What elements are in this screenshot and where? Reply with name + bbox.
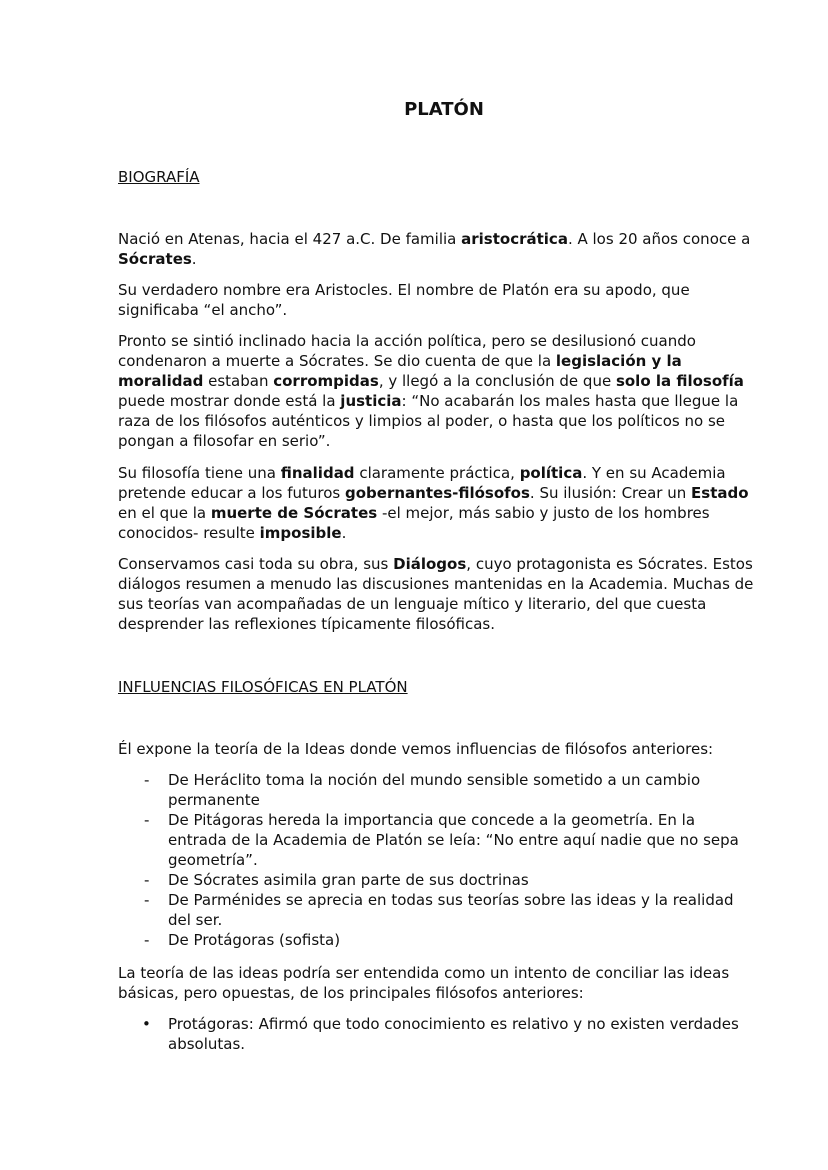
- bold-term: justicia: [340, 392, 402, 410]
- text-run: Nació en Atenas, hacia el 427 a.C. De familia: [118, 230, 462, 248]
- text-run: .: [341, 524, 347, 542]
- bold-term: legislación y la moralidad: [118, 352, 682, 390]
- biografia-paragraph-1: [118, 229, 758, 269]
- section-heading-biografia: BIOGRAFÍA: [118, 168, 200, 186]
- bullet-marker: •: [142, 1015, 151, 1033]
- influencias-intro: Él expone la teoría de la Ideas donde vemos influencias de filósofos anteriores:: [118, 740, 714, 758]
- text-run: , cuyo protagonista es Sócrates. Estos diálogos resumen a menudo las discusiones mantenidas en la Academia. Muchas de sus teorías van acompañadas de un lenguaje mítico y literario, del que cuesta desprender las reflexiones típicamente filosóficas.: [118, 555, 754, 633]
- biografia-paragraph-2: Su verdadero nombre era Aristocles. El nombre de Platón era su apodo, que significaba “el ancho”.: [118, 281, 690, 319]
- document-title: PLATÓN: [404, 99, 484, 120]
- dash-marker: -: [144, 811, 150, 829]
- text-run: en el que la: [118, 504, 211, 522]
- dash-marker: -: [144, 931, 150, 949]
- philosophers-bullet-list: [118, 1014, 758, 1054]
- influencias-summary: La teoría de las ideas podría ser entendida como un intento de conciliar las ideas básicas, pero opuestas, de los principales filósofos anteriores:: [118, 964, 730, 1002]
- list-item: [118, 1014, 758, 1054]
- text-run: Su filosofía tiene una: [118, 464, 281, 482]
- list-item-text: Protágoras: Afirmó que todo conocimiento es relativo y no existen verdades absolutas.: [168, 1015, 739, 1053]
- list-item: [118, 890, 758, 930]
- bold-term: Diálogos: [393, 555, 467, 573]
- bold-term: muerte de Sócrates: [210, 504, 378, 522]
- text-run: claramente práctica,: [354, 464, 520, 482]
- list-item-text: De Sócrates asimila gran parte de sus doctrinas: [168, 871, 529, 889]
- influences-list: [118, 770, 758, 950]
- text-run: -el mejor, más sabio y justo de los hombres conocidos- resulte: [118, 504, 710, 542]
- text-run: . Y en su Academia pretende educar a los futuros: [118, 464, 726, 502]
- text-run: , y llegó a la conclusión de que: [378, 372, 616, 390]
- bold-term: solo la filosofía: [615, 372, 744, 390]
- list-item: [118, 870, 758, 890]
- text-run: Conservamos casi toda su obra, sus: [118, 555, 394, 573]
- text-run: Pronto se sintió inclinado hacia la acción política, pero se desilusionó cuando condenaron a muerte a Sócrates. Se dio cuenta de que la: [118, 332, 696, 370]
- list-item: [118, 770, 758, 810]
- biografia-paragraph-4: [118, 463, 758, 543]
- list-item: [118, 930, 758, 950]
- dash-marker: -: [144, 891, 150, 909]
- bold-term: Estado: [691, 484, 749, 502]
- list-item-text: De Parménides se aprecia en todas sus teorías sobre las ideas y la realidad del ser.: [168, 891, 734, 929]
- biografia-paragraph-3: [118, 331, 758, 451]
- text-run: . A los 20 años conoce a: [567, 230, 751, 248]
- bold-term: Sócrates: [118, 250, 192, 268]
- list-item-text: De Heráclito toma la noción del mundo sensible sometido a un cambio permanente: [168, 771, 701, 809]
- bold-term: corrompidas: [273, 372, 379, 390]
- bold-term: aristocrática: [461, 230, 568, 248]
- dash-marker: -: [144, 771, 150, 789]
- bold-term: finalidad: [280, 464, 355, 482]
- text-run: . Su ilusión: Crear un: [529, 484, 692, 502]
- bold-term: gobernantes-filósofos: [345, 484, 530, 502]
- text-run: : “No acabarán los males hasta que llegue la raza de los filósofos auténticos y limpios al poder, o hasta que los políticos no se pongan a filosofar en serio”.: [118, 392, 739, 450]
- section-heading-influencias: INFLUENCIAS FILOSÓFICAS EN PLATÓN: [118, 678, 408, 696]
- dash-marker: -: [144, 871, 150, 889]
- biografia-paragraph-5: [118, 554, 758, 634]
- text-run: puede mostrar donde está la: [118, 392, 341, 410]
- bold-term: imposible: [259, 524, 342, 542]
- text-run: .: [191, 250, 197, 268]
- bold-term: política: [519, 464, 583, 482]
- list-item-text: De Protágoras (sofista): [168, 931, 341, 949]
- list-item-text: De Pitágoras hereda la importancia que concede a la geometría. En la entrada de la Academia de Platón se leía: “No entre aquí nadie que no sepa geometría”.: [168, 811, 739, 869]
- text-run: estaban: [203, 372, 274, 390]
- list-item: [118, 810, 758, 870]
